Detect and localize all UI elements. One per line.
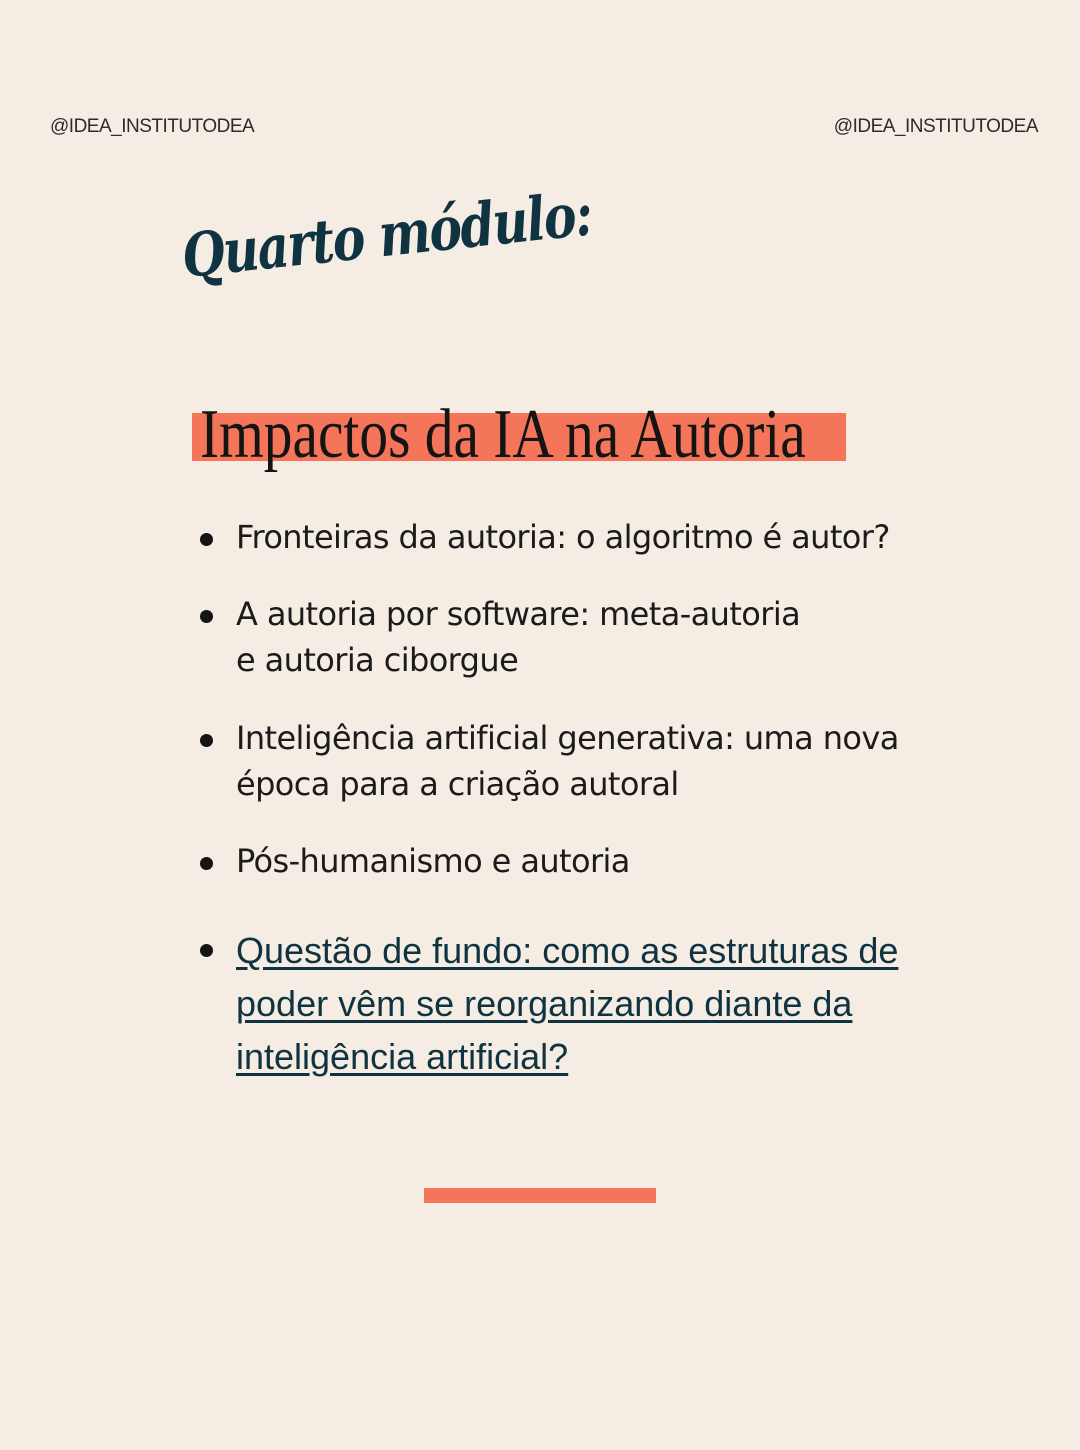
list-item-text: Pós-humanismo e autoria xyxy=(236,842,630,880)
bullet-dot-icon xyxy=(200,734,213,747)
bullet-dot-icon xyxy=(200,610,213,623)
list-item-text: Fronteiras da autoria: o algoritmo é autor? xyxy=(236,518,890,556)
list-item-text: A autoria por software: meta-autoria e autoria ciborgue xyxy=(236,595,801,679)
page-title: Impactos da IA na Autoria xyxy=(200,396,806,473)
bullet-dot-icon xyxy=(200,944,213,957)
title-block xyxy=(192,395,846,475)
accent-divider xyxy=(424,1188,656,1203)
handle-left: @IDEA_INSTITUTODEA xyxy=(50,116,255,137)
list-item-text: Inteligência artificial generativa: uma nova época para a criação autoral xyxy=(236,719,899,803)
bullet-dot-icon xyxy=(200,533,213,546)
question-link[interactable]: Questão de fundo: como as estruturas de poder vêm se reorganizando diante da inteligência artificial? xyxy=(236,930,899,1077)
handle-right: @IDEA_INSTITUTODEA xyxy=(833,116,1038,137)
bullet-dot-icon xyxy=(200,857,213,870)
module-subtitle: Quarto módulo: xyxy=(178,179,595,292)
